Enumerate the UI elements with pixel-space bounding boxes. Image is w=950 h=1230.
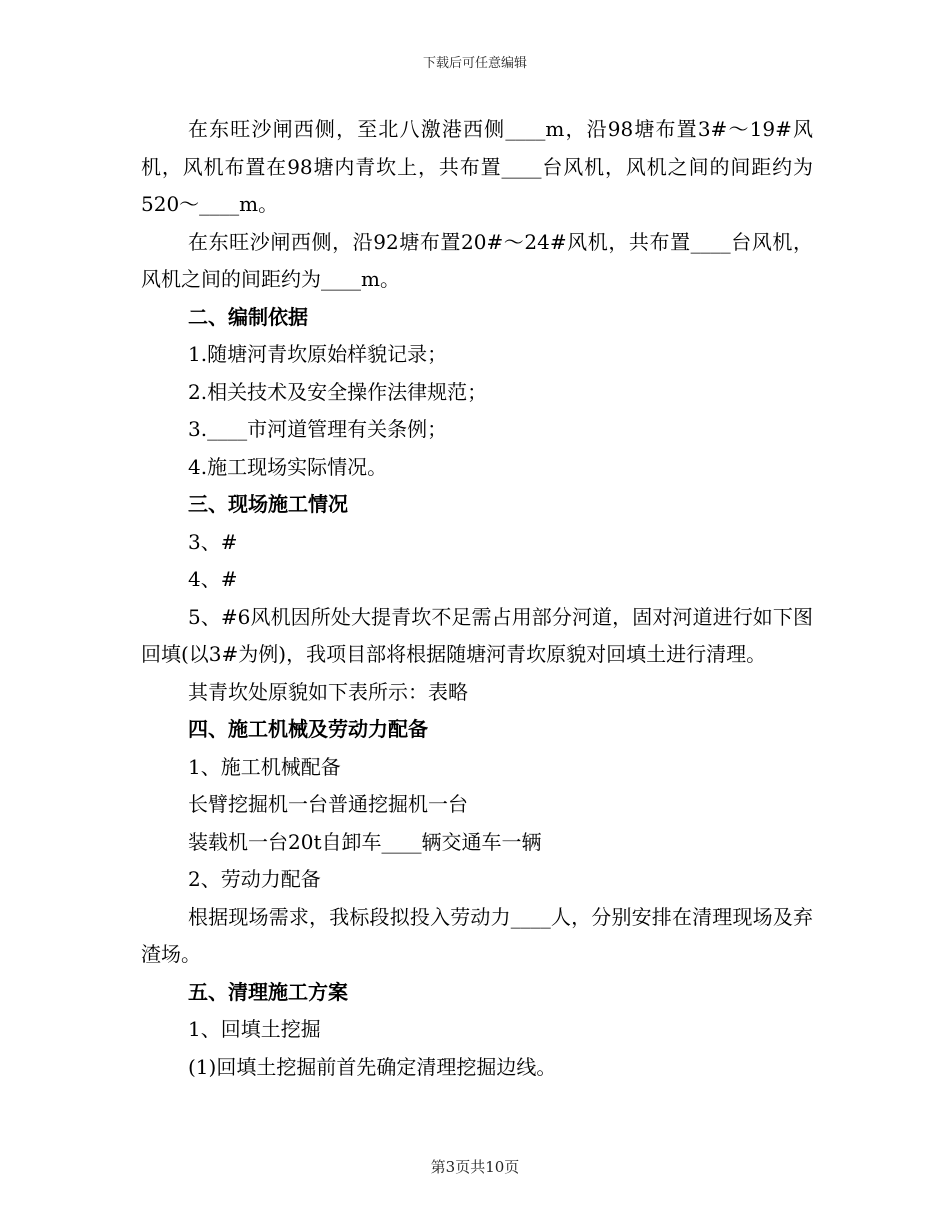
paragraph-fan-layout-92: 在东旺沙闸西侧，沿92塘布置20#～24#风机，共布置____台风机，风机之间的间距约为____m。 [141,229,813,291]
list-item-site-3: 3、# [188,529,238,554]
list-item-basis-4: 4.施工现场实际情况。 [188,454,388,479]
page-footer: 第3页共10页 [430,1158,520,1176]
list-item-site-5: 5、#6风机因所处大提青坎不足需占用部分河道，固对河道进行如下图回填(以3#为例)，我项目部将根据随塘河青坎原貌对回填土进行清理。 [141,604,813,666]
section-heading-basis: 二、编制依据 [188,304,308,329]
list-item-basis-3: 3.____市河道管理有关条例； [188,417,448,441]
paragraph-labor: 根据现场需求，我标段拟投入劳动力____人，分别安排在清理现场及弃渣场。 [141,904,813,966]
list-item-basis-1: 1.随塘河青坎原始样貌记录； [188,342,448,366]
paragraph-excavation-1: (1)回填土挖掘前首先确定清理挖掘边线。 [188,1054,557,1079]
list-item-site-4: 4、# [188,567,238,591]
page-header: 下载后可任意编辑 [422,56,527,71]
section-heading-machinery: 四、施工机械及劳动力配备 [188,717,428,741]
list-item-basis-2: 2.相关技术及安全操作法律规范； [188,379,488,404]
paragraph-excavators: 长臂挖掘机一台普通挖掘机一台 [188,792,468,816]
subheading-excavation: 1、回填土挖掘 [188,1017,321,1041]
subheading-labor: 2、劳动力配备 [188,867,321,891]
document-body [141,111,813,1086]
section-heading-plan: 五、清理施工方案 [188,979,348,1004]
subheading-machinery: 1、施工机械配备 [188,754,341,779]
paragraph-loaders: 装载机一台20t自卸车____辆交通车一辆 [188,829,542,854]
section-heading-site: 三、现场施工情况 [188,492,348,516]
paragraph-fan-layout-98: 在东旺沙闸西侧，至北八激港西侧____m，沿98塘布置3#～19#风机，风机布置在98塘内青坎上，共布置____台风机，风机之间的间距约为520～____m。 [141,117,813,216]
paragraph-table-note: 其青坎处原貌如下表所示：表略 [188,679,468,704]
